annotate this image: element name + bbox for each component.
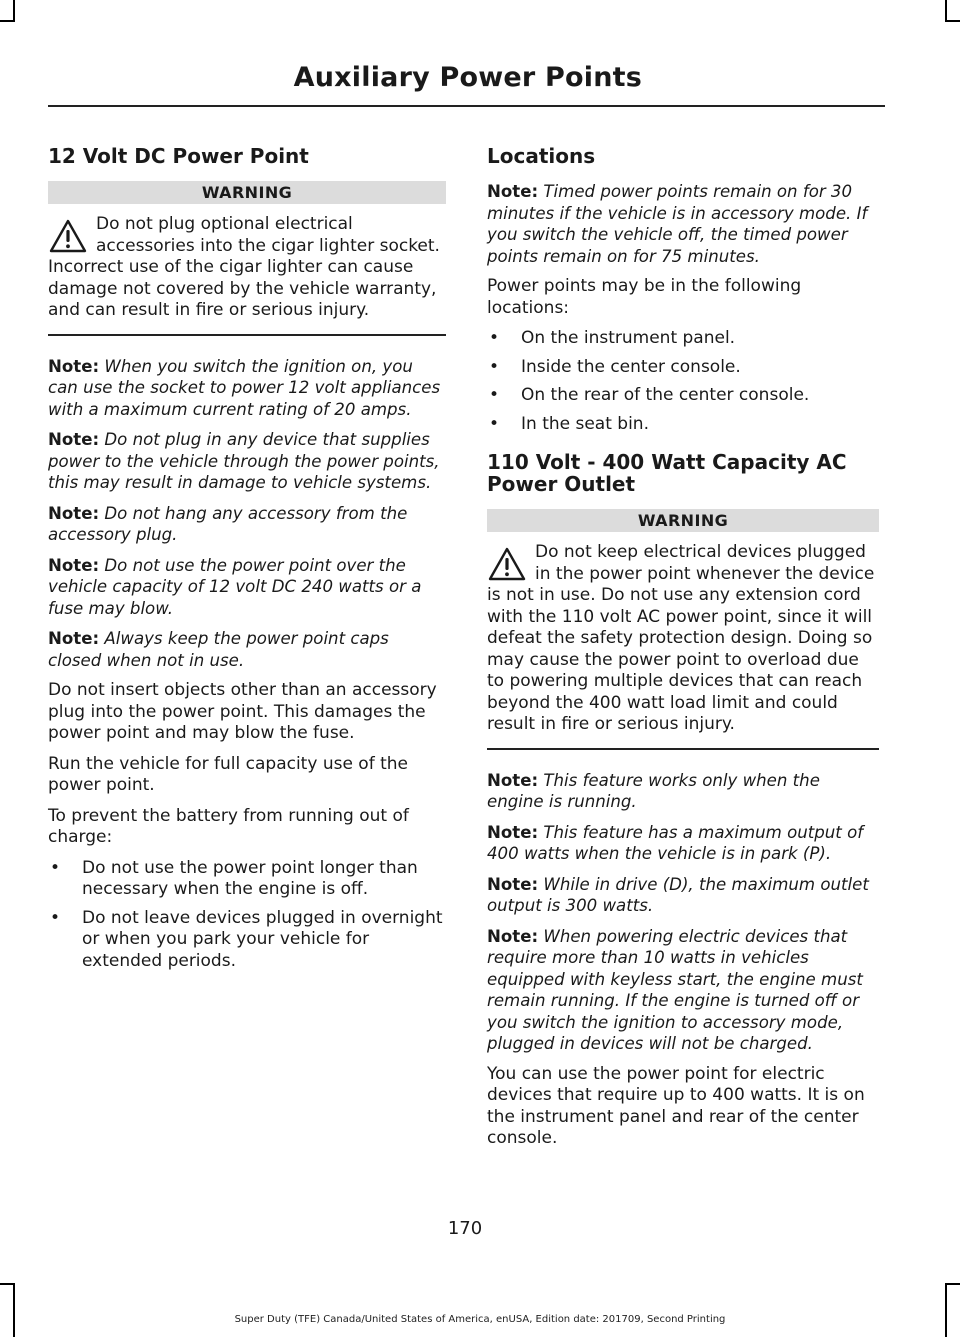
note <box>48 628 446 671</box>
note-text: When you switch the ignition on, you can use the socket to power 12 volt appliances with a maximum current rating of 20 amps. <box>48 356 441 419</box>
note-label: Note: <box>48 555 100 575</box>
warning-triangle-icon <box>48 218 88 254</box>
list-item: • On the rear of the center console. <box>487 385 879 407</box>
note-label: Note: <box>487 874 539 894</box>
crop-mark <box>13 1283 15 1337</box>
note-text: Do not use the power point over the vehicle capacity of 12 volt DC 240 watts or a fuse may blow. <box>48 555 422 618</box>
body-paragraph: Power points may be in the following locations: <box>487 276 802 318</box>
section-heading-110v: 110 Volt - 400 Watt Capacity AC Power Outlet <box>487 450 847 496</box>
right-column <box>487 145 879 1159</box>
note-text: Do not plug in any device that supplies power to the vehicle through the power points, this may result in damage to vehicle systems. <box>48 430 440 492</box>
note-text: Always keep the power point caps closed when not in use. <box>48 629 389 670</box>
note <box>487 926 879 1055</box>
section-heading-12v: 12 Volt DC Power Point <box>48 144 309 168</box>
warning-text: Do not plug optional electrical accessories into the cigar lighter socket. Incorrect use of the cigar lighter can cause damage not covered by the vehicle warranty, and can result in fire or serious injury. <box>48 214 440 320</box>
note <box>48 429 446 494</box>
note <box>48 503 446 546</box>
crop-mark <box>945 1283 947 1337</box>
header-divider <box>48 105 885 107</box>
note-text: Do not hang any accessory from the accessory plug. <box>48 503 408 544</box>
warning-box <box>48 214 446 322</box>
note-label: Note: <box>48 503 100 523</box>
body-paragraph: Do not insert objects other than an accessory plug into the power point. This damages the power point and may blow the fuse. <box>48 680 437 743</box>
crop-mark <box>0 20 14 22</box>
crop-mark <box>0 1283 14 1285</box>
page-number: 170 <box>447 1218 483 1239</box>
note-label: Note: <box>487 770 539 790</box>
crop-mark <box>946 20 960 22</box>
crop-mark <box>945 0 947 22</box>
crop-mark <box>13 0 15 22</box>
note-text: While in drive (D), the maximum outlet output is 300 watts. <box>487 874 869 915</box>
warning-label: WARNING <box>487 509 879 532</box>
note-text: This feature works only when the engine is running. <box>487 770 820 811</box>
warning-text: Do not keep electrical devices plugged in the power point whenever the device is not in use. Do not use any extension cord with the 110 volt AC power point, since it will defeat the safety protection design. Doing so may cause the power point to overload due to powering multiple devices that can reach beyond the 400 watt load limit and could result in fire or serious injury. <box>487 542 875 734</box>
warning-box <box>487 542 879 736</box>
note <box>487 874 879 917</box>
page-title: Auxiliary Power Points <box>293 62 642 93</box>
warning-triangle-icon <box>487 546 527 582</box>
note-text: This feature has a maximum output of 400 watts when the vehicle is in park (P). <box>487 822 864 863</box>
note-label: Note: <box>487 926 539 946</box>
body-paragraph: Run the vehicle for full capacity use of the power point. <box>48 753 408 795</box>
locations-list <box>487 328 879 435</box>
list-item: • Inside the center console. <box>487 357 879 379</box>
note <box>48 555 446 620</box>
note <box>487 822 879 865</box>
note-label: Note: <box>487 182 539 201</box>
crop-mark <box>946 1283 960 1285</box>
list-item: • In the seat bin. <box>487 414 879 436</box>
list-item: • On the instrument panel. <box>487 328 879 350</box>
note-label: Note: <box>48 356 100 376</box>
note <box>487 181 879 267</box>
note-label: Note: <box>48 629 100 648</box>
warning-label: WARNING <box>48 181 446 204</box>
footer-text: Super Duty (TFE) Canada/United States of America, enUSA, Edition date: 201709, Second Printing <box>234 1314 726 1325</box>
note <box>48 356 446 421</box>
body-paragraph: To prevent the battery from running out of charge: <box>48 805 409 847</box>
note-text: When powering electric devices that require more than 10 watts in vehicles equipped with keyless start, the engine must remain running. If the engine is turned off or you switch the ignition to accessory mode, plugged in devices will not be charged. <box>487 926 863 1053</box>
list-item: • Do not use the power point longer than necessary when the engine is off. <box>48 858 446 901</box>
warning-divider <box>487 748 879 750</box>
left-column <box>48 145 446 982</box>
note-text: Timed power points remain on for 30 minutes if the vehicle is in accessory mode. If you switch the vehicle off, the timed power points remain on for 75 minutes. <box>487 182 868 266</box>
list-item: • Do not leave devices plugged in overnight or when you park your vehicle for extended periods. <box>48 908 446 973</box>
section-heading-locations: Locations <box>487 144 596 168</box>
note <box>487 770 879 813</box>
bullet-list <box>48 858 446 973</box>
body-paragraph: You can use the power point for electric devices that require up to 400 watts. It is on the instrument panel and rear of the center console. <box>487 1063 865 1148</box>
note-label: Note: <box>487 822 539 842</box>
warning-divider <box>48 334 446 336</box>
note-label: Note: <box>48 430 100 449</box>
